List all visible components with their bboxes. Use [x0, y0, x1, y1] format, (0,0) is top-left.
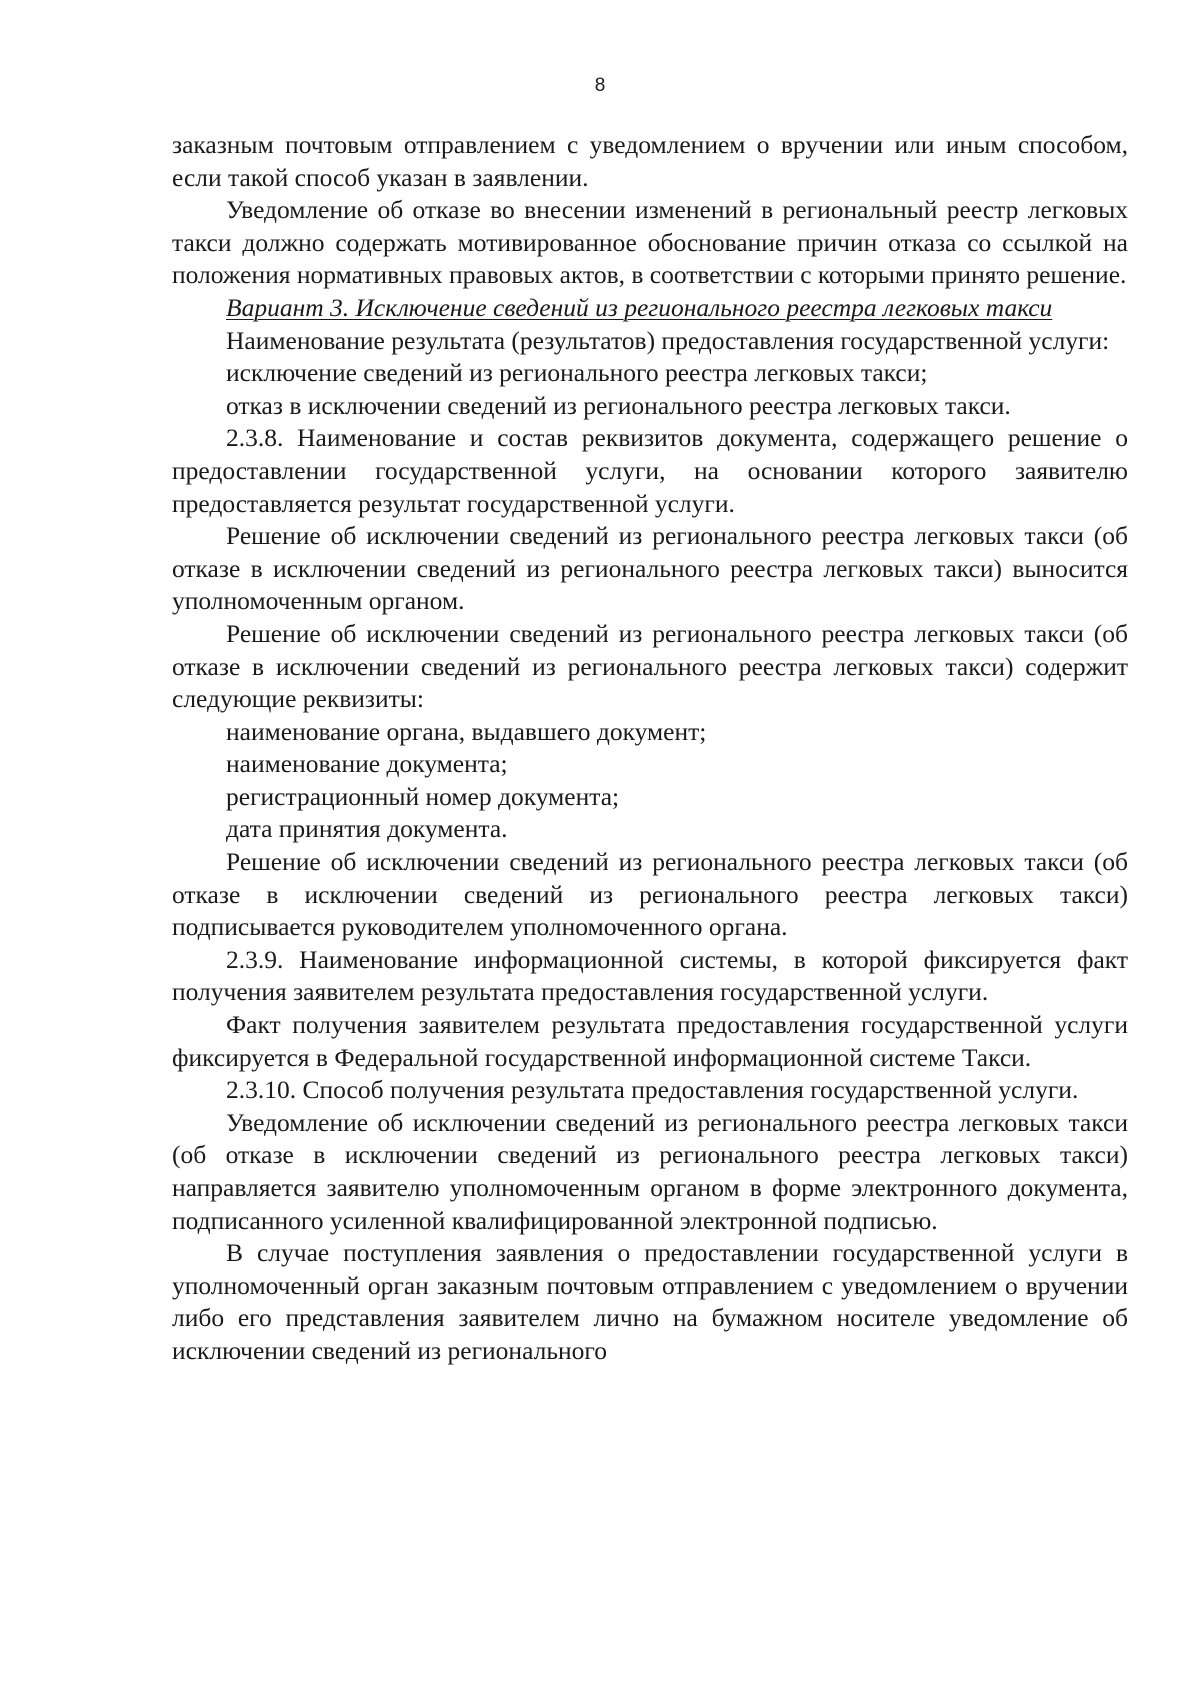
paragraph: Факт получения заявителем результата предоставления государственной услуги фиксируется в Федеральной государственной информационной системе Такси.	[172, 1010, 1128, 1072]
clause-2-3-8: 2.3.8. Наименование и состав реквизитов документа, содержащего решение о предоставлении государственной услуги, на основании которого заявителю предоставляется результат государственной услуги.	[172, 423, 1128, 518]
list-item: наименование органа, выдавшего документ;	[226, 716, 707, 746]
list-item: наименование документа;	[226, 749, 508, 779]
list-item: отказ в исключении сведений из регионального реестра легковых такси.	[226, 390, 1011, 420]
paragraph: Решение об исключении сведений из регионального реестра легковых такси (об отказе в исключении сведений из регионального реестра легковых такси) подписывается руководителем уполномоченного органа.	[172, 847, 1128, 942]
paragraph: Решение об исключении сведений из регионального реестра легковых такси (об отказе в исключении сведений из регионального реестра легковых такси) содержит следующие реквизиты:	[172, 618, 1128, 714]
list-item: исключение сведений из регионального реестра легковых такси;	[226, 358, 928, 388]
paragraph: В случае поступления заявления о предоставлении государственной услуги в уполномоченный орган заказным почтовым отправлением с уведомлением о вручении либо его представления заявителем лично на бумажном носителе уведомление об исключении сведений из регионального	[172, 1238, 1128, 1365]
clause-2-3-9: 2.3.9. Наименование информационной системы, в которой фиксируется факт получения заявителем результата предоставления государственной услуги.	[172, 944, 1128, 1007]
page-number: 8	[594, 75, 606, 96]
paragraph: Уведомление об исключении сведений из регионального реестра легковых такси (об отказе в исключении сведений из регионального реестра легковых такси) направляется заявителю уполномоченным органом в форме электронного документа, подписанного усиленной квалифицированной электронной подписью.	[172, 1107, 1128, 1235]
paragraph: Решение об исключении сведений из регионального реестра легковых такси (об отказе в исключении сведений из регионального реестра легковых такси) выносится уполномоченным органом.	[172, 521, 1128, 616]
document-body	[172, 129, 1128, 1368]
paragraph-continuation: заказным почтовым отправлением с уведомлением о вручении или иным способом, если такой способ указан в заявлении.	[172, 130, 1128, 192]
section-heading-variant-3: Вариант 3. Исключение сведений из регионального реестра легковых такси	[226, 292, 1053, 322]
list-item: дата принятия документа.	[226, 814, 508, 844]
list-item: регистрационный номер документа;	[226, 781, 620, 811]
paragraph: Наименование результата (результатов) предоставления государственной услуги:	[226, 325, 1110, 355]
clause-2-3-10: 2.3.10. Способ получения результата предоставления государственной услуги.	[226, 1075, 1079, 1105]
paragraph: Уведомление об отказе во внесении изменений в региональный реестр легковых такси должно содержать мотивированное обоснование причин отказа со ссылкой на положения нормативных правовых актов, в соответствии с которыми принято решение.	[172, 195, 1128, 290]
